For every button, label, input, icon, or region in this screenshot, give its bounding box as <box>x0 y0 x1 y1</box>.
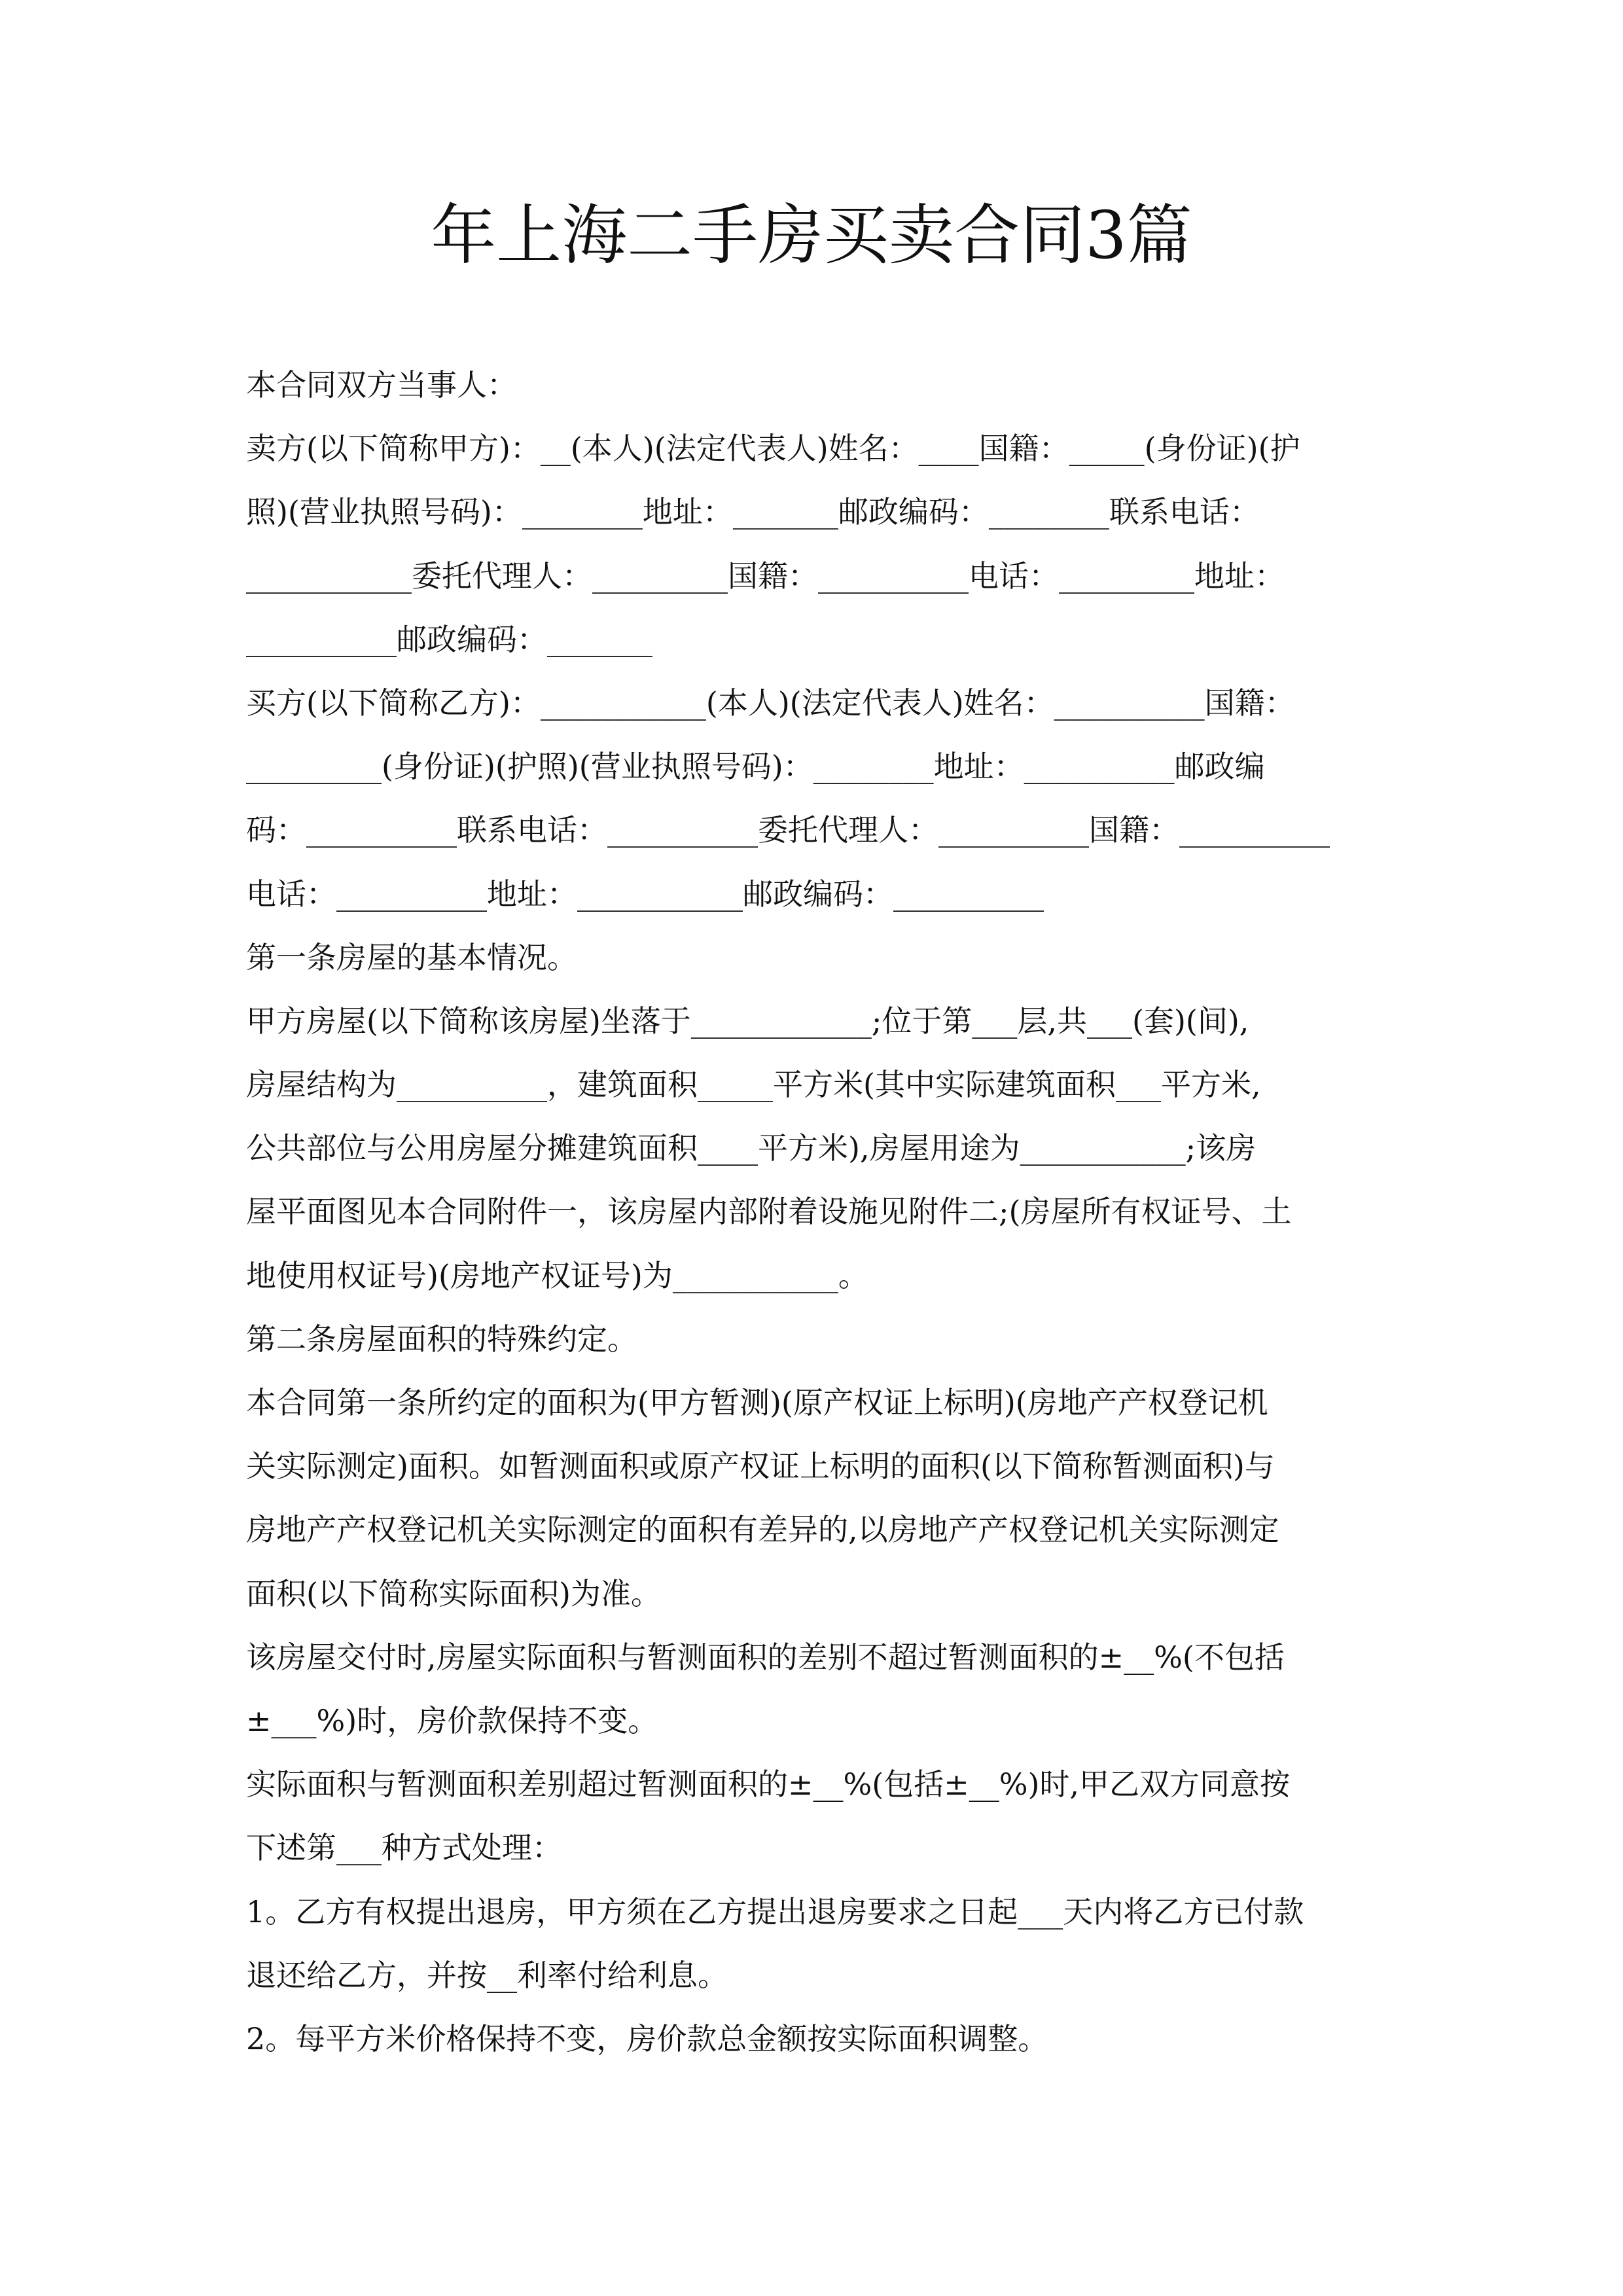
text-line: 第二条房屋面积的特殊约定。 <box>246 1321 637 1357</box>
text-line: 码：__________联系电话：__________委托代理人：__________国籍：__________ <box>246 812 1330 848</box>
document-title: 年上海二手房买卖合同3篇 <box>431 197 1192 274</box>
text-line: ±___%)时，房价款保持不变。 <box>246 1702 658 1738</box>
text-line: 1。乙方有权提出退房，甲方须在乙方提出退房要求之日起___天内将乙方已付款 <box>246 1893 1304 1929</box>
text-line: 2。每平方米价格保持不变，房价款总金额按实际面积调整。 <box>246 2020 1048 2056</box>
text-line: 退还给乙方，并按__利率付给利息。 <box>246 1957 728 1993</box>
text-line: 第一条房屋的基本情况。 <box>246 939 577 975</box>
text-line: 地使用权证号)(房地产权证号)为___________。 <box>246 1257 868 1293</box>
text-line: 面积(以下简称实际面积)为准。 <box>246 1575 661 1611</box>
text-line: 买方(以下简称乙方)：___________(本人)(法定代表人)姓名：__________国籍： <box>246 685 1295 721</box>
text-line: 卖方(以下简称甲方)：__(本人)(法定代表人)姓名：____国籍：_____(身份证)(护 <box>246 431 1300 467</box>
text-line: 房地产产权登记机关实际测定的面积有差异的,以房地产产权登记机关实际测定 <box>246 1512 1279 1548</box>
text-line: 屋平面图见本合同附件一，该房屋内部附着设施见附件二;(房屋所有权证号、土 <box>246 1194 1292 1230</box>
text-line: 公共部位与公用房屋分摊建筑面积____平方米),房屋用途为___________;该房 <box>246 1130 1257 1166</box>
text-line: ___________委托代理人：_________国籍：__________电话：_________地址： <box>246 558 1285 594</box>
text-line: 电话：__________地址：___________邮政编码：__________ <box>246 876 1044 912</box>
text-line: 该房屋交付时,房屋实际面积与暂测面积的差别不超过暂测面积的±__%(不包括 <box>246 1639 1285 1675</box>
text-line: 本合同双方当事人： <box>246 367 517 403</box>
text-line: 本合同第一条所约定的面积为(甲方暂测)(原产权证上标明)(房地产产权登记机 <box>246 1385 1268 1420</box>
text-line: 照)(营业执照号码)：________地址：_______邮政编码：________联系电话： <box>246 494 1260 530</box>
text-line: _________(身份证)(护照)(营业执照号码)：________地址：__________邮政编 <box>246 749 1265 785</box>
text-line: 下述第___种方式处理： <box>246 1830 562 1866</box>
text-line: 实际面积与暂测面积差别超过暂测面积的±__%(包括±__%)时,甲乙双方同意按 <box>246 1767 1291 1803</box>
text-line: 甲方房屋(以下简称该房屋)坐落于____________;位于第___层,共___(套)(间), <box>246 1003 1249 1039</box>
text-line: 房屋结构为__________，建筑面积_____平方米(其中实际建筑面积___平方米, <box>246 1067 1261 1103</box>
contract-body <box>246 353 1398 2071</box>
text-line: __________邮政编码：_______ <box>246 621 652 657</box>
text-line: 关实际测定)面积。如暂测面积或原产权证上标明的面积(以下简称暂测面积)与 <box>246 1448 1275 1484</box>
